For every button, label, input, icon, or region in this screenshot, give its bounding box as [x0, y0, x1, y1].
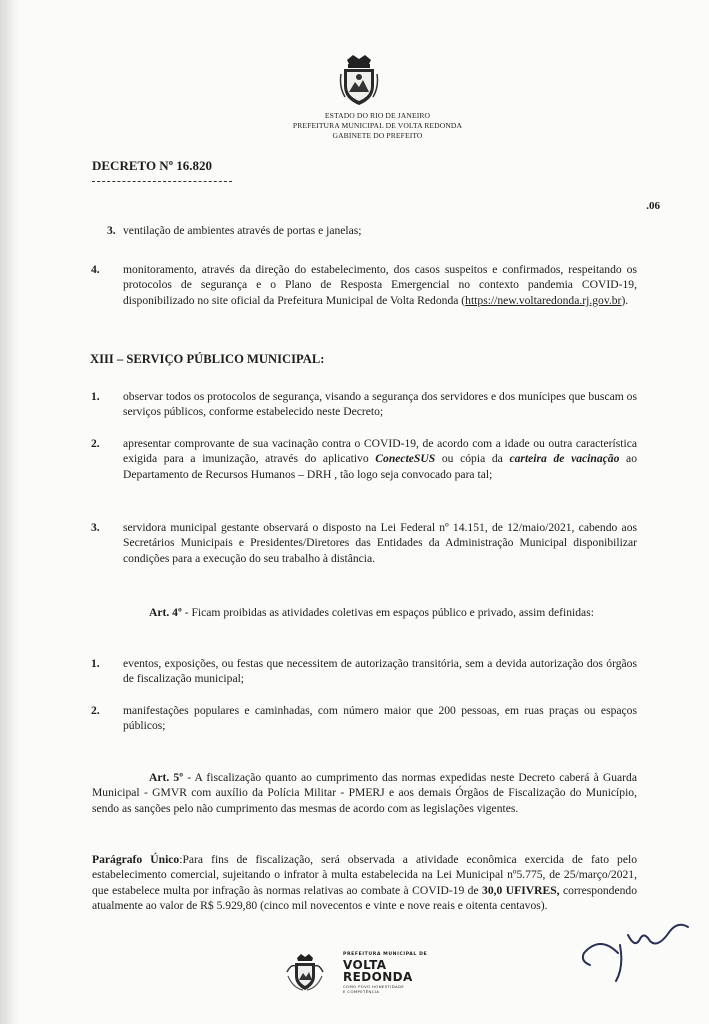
item-number: 2. — [91, 704, 100, 717]
handwritten-signature — [580, 905, 690, 985]
list-item — [107, 223, 637, 238]
decree-underline — [92, 181, 232, 182]
item-number: 1. — [91, 390, 100, 403]
logo-redonda: REDONDA — [343, 970, 413, 984]
article-label: Art. 4º — [149, 606, 182, 619]
page-number: .06 — [646, 200, 660, 212]
item-text: servidora municipal gestante observará o disposto na Lei Federal nº 14.151, de 12/maio/2021, cabendo aos Secretários Municipais e Presidentes/Diretores das Entidades da Administração Municipal disponibilizar condições para a execução do seu trabalho à distância. — [123, 521, 637, 565]
paragrafo-unico — [92, 852, 637, 914]
item-number: 3. — [91, 521, 100, 534]
logo-small-text: PREFEITURA MUNICIPAL DE — [343, 952, 428, 957]
decree-title: DECRETO Nº 16.820 — [92, 158, 212, 173]
item-text: manifestações populares e caminhadas, com número maior que 200 pessoas, em ruas praças ou espaços públicos; — [123, 704, 637, 733]
website-link[interactable]: https://new.voltaredonda.rj.gov.br — [465, 293, 622, 307]
logo-tagline — [343, 985, 404, 994]
municipal-crest-icon — [339, 52, 379, 107]
vaccination-card-text: carteira de vacinação — [509, 452, 620, 466]
header-gabinete: GABINETE DO PREFEITO — [332, 131, 423, 140]
footer-logo — [285, 948, 445, 994]
paragraph-label: Parágrafo Único — [92, 853, 180, 866]
paragraph-text: :Para fins de fiscalização, será observada a atividade econômica exercida de fato pelo estabelecimento comercial, sujeitando o infrator à multa estabelecida na Lei Municipal nº5.775, de 25/março/2021, que estabelece multa por infração às normas relativas ao combate à COVID-19 de — [92, 853, 637, 897]
list-item — [91, 436, 637, 482]
article-text: - A fiscalização quanto ao cumprimento das normas expedidas neste Decreto caberá à Guarda Municipal - GMVR com auxílio da Polícia Militar - PMERJ e aos demais Órgãos de Fiscalização do Município, sendo as sanções pelo não cumprimento das mesmas de acordo com as legislações vigentes. — [92, 771, 637, 815]
scan-shadow — [0, 0, 20, 1024]
logo-volta: VOLTA — [343, 958, 387, 972]
list-item — [91, 656, 637, 687]
item-text: apresentar comprovante de sua vacinação contra o COVID-19, de acordo com a idade ou outra característica exigida para a imunização, através do aplicativo — [123, 437, 637, 466]
item-text: monitoramento, através da direção do estabelecimento, dos casos suspeitos e confirmados, respeitando os protocolos de segurança e o Plano de Resposta Emergencial no contexto pandemia COVID-19, disponibilizado no site oficial da Prefeitura Municipal de Volta Redonda ( — [123, 263, 637, 307]
item-number: 3. — [107, 224, 116, 237]
item-number: 2. — [91, 437, 100, 450]
list-item — [91, 262, 637, 308]
item-number: 4. — [91, 263, 100, 276]
article-text: - Ficam proibidas as atividades coletivas em espaços público e privado, assim definidas: — [181, 606, 594, 619]
fine-amount: 30,0 UFIVRES, — [482, 883, 560, 897]
item-text: ao Departamento de Recursos Humanos – DRH , tão logo seja convocado para tal; — [123, 452, 637, 481]
item-text: ou cópia da — [435, 452, 510, 466]
logo-tagline-line2: E COMPETÊNCIA — [343, 988, 380, 994]
article-label: Art. 5º — [149, 771, 184, 784]
section-heading: XIII – SERVIÇO PÚBLICO MUNICIPAL: — [90, 352, 325, 366]
list-item — [91, 389, 637, 420]
item-text: ventilação de ambientes através de portas e janelas; — [123, 224, 362, 237]
list-item — [91, 703, 637, 734]
item-number: 1. — [91, 657, 100, 670]
item-text: observar todos os protocolos de segurança, visando a segurança dos servidores e dos munícipes que buscam os serviços públicos, conforme estabelecido neste Decreto; — [123, 390, 637, 419]
municipal-crest-icon — [285, 952, 325, 992]
header-state: ESTADO DO RIO DE JANEIRO — [324, 111, 431, 120]
paragraph-text: correspondendo atualmente ao valor de R$ 5.929,80 (cinco mil novecentos e vinte e nove reais e oitenta centavos). — [92, 883, 638, 913]
app-name: ConecteSUS — [375, 452, 436, 466]
item-text: eventos, exposições, ou festas que necessitem de autorização transitória, sem a devida autorização dos órgãos de fiscalização municipal; — [123, 657, 637, 686]
article-4 — [92, 605, 637, 620]
header-prefeitura: PREFEITURA MUNICIPAL DE VOLTA REDONDA — [292, 121, 463, 130]
logo-tagline-line1: COMO POVO HONESTIDADE — [343, 984, 405, 989]
list-item — [91, 520, 637, 566]
item-text-end: ). — [621, 293, 629, 307]
article-5 — [92, 770, 637, 816]
